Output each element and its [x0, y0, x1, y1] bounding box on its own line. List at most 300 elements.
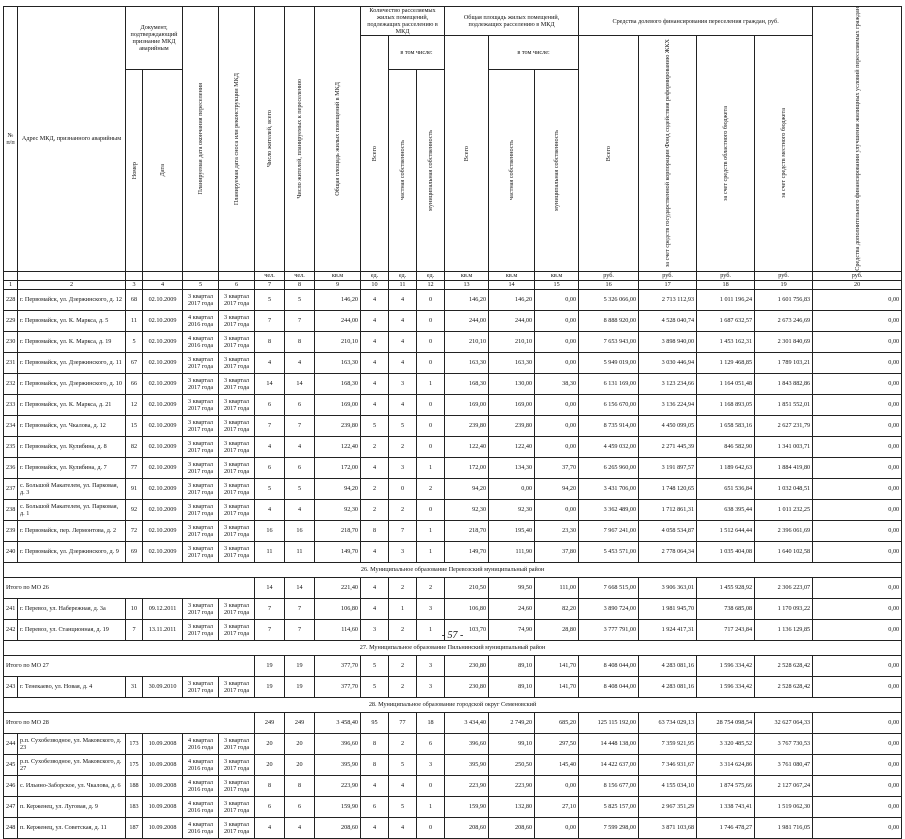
- row-cell: 8 888 920,00: [579, 310, 639, 331]
- column-number-cell: 19: [755, 280, 813, 289]
- column-number-cell: 9: [315, 280, 361, 289]
- row-cell: 2: [417, 478, 445, 499]
- row-cell: 240: [4, 541, 18, 562]
- row-cell: 20: [285, 733, 315, 754]
- row-cell: 0,00: [813, 436, 902, 457]
- row-cell: 195,40: [489, 520, 535, 541]
- row-cell: 3 314 624,86: [697, 754, 755, 775]
- row-cell: 5: [285, 289, 315, 310]
- row-cell: 188: [126, 775, 143, 796]
- row-cell: 14 422 637,00: [579, 754, 639, 775]
- row-cell: 247: [4, 796, 18, 817]
- row-cell: 3: [417, 754, 445, 775]
- section-heading-row: [4, 697, 902, 712]
- row-cell: 7 653 943,00: [579, 331, 639, 352]
- row-cell: 2 673 246,69: [755, 310, 813, 331]
- row-cell: 239,80: [315, 415, 361, 436]
- row-cell: 1: [417, 541, 445, 562]
- row-cell: 1 843 882,86: [755, 373, 813, 394]
- unit-cell: руб.: [579, 271, 639, 280]
- row-cell: 0: [417, 817, 445, 838]
- header-residents-planned: Число жителей, планируемых к переселению: [285, 7, 315, 272]
- row-cell: 244,00: [315, 310, 361, 331]
- row-cell: 2 528 628,42: [755, 676, 813, 697]
- row-cell: 13.11.2011: [143, 619, 183, 640]
- table-row: [4, 352, 902, 373]
- header-area-group: Общая площадь жилых помещений, подлежащих расселению в МКД: [445, 7, 579, 36]
- row-cell: 5 949 019,00: [579, 352, 639, 373]
- row-cell: 134,30: [489, 457, 535, 478]
- row-cell: 09.12.2011: [143, 598, 183, 619]
- row-cell: 232: [4, 373, 18, 394]
- row-cell: 1 453 162,31: [697, 331, 755, 352]
- header-count-private: частная собственность: [389, 69, 417, 271]
- column-number-cell: 1: [4, 280, 18, 289]
- row-cell: 4: [361, 331, 389, 352]
- row-cell: 163,30: [445, 352, 489, 373]
- row-cell: 6: [255, 457, 285, 478]
- total-cell: 18: [417, 712, 445, 733]
- row-cell: 10.09.2008: [143, 796, 183, 817]
- header-num: № п/п: [4, 7, 18, 272]
- row-cell: 4 квартал 2016 года: [183, 775, 219, 796]
- header-count-incl: в том числе:: [389, 36, 445, 70]
- row-cell: 3 777 791,00: [579, 619, 639, 640]
- row-cell: 0,00: [535, 775, 579, 796]
- row-cell: 77: [126, 457, 143, 478]
- row-cell: 6: [285, 457, 315, 478]
- row-cell: 103,70: [445, 619, 489, 640]
- row-cell: 0,00: [813, 499, 902, 520]
- row-cell: 3 квартал 2017 года: [219, 457, 255, 478]
- row-cell: 3 квартал 2017 года: [219, 619, 255, 640]
- row-cell: 19: [285, 676, 315, 697]
- unit-cell: ед.: [417, 271, 445, 280]
- row-cell: 2 967 351,29: [639, 796, 697, 817]
- row-cell: 94,20: [315, 478, 361, 499]
- row-cell: с. Большой Макателем, ул. Парковая, д. 3: [18, 478, 126, 499]
- total-cell: 230,80: [445, 655, 489, 676]
- row-cell: 2 127 067,24: [755, 775, 813, 796]
- row-cell: 4: [361, 352, 389, 373]
- row-cell: 2 396 061,69: [755, 520, 813, 541]
- row-cell: 7: [255, 619, 285, 640]
- total-cell: 63 734 029,13: [639, 712, 697, 733]
- table-row: [4, 289, 902, 310]
- row-cell: 0: [417, 775, 445, 796]
- row-cell: г. Первомайск, ул. К. Маркса, д. 5: [18, 310, 126, 331]
- row-cell: 3 871 103,68: [639, 817, 697, 838]
- row-cell: 3 квартал 2017 года: [219, 436, 255, 457]
- row-cell: 208,60: [489, 817, 535, 838]
- row-cell: 82: [126, 436, 143, 457]
- total-cell: 2: [417, 577, 445, 598]
- row-cell: 20: [255, 733, 285, 754]
- row-cell: 4 квартал 2016 года: [183, 331, 219, 352]
- row-cell: 168,30: [315, 373, 361, 394]
- row-cell: 11: [255, 541, 285, 562]
- unit-cell: чел.: [255, 271, 285, 280]
- row-cell: 3: [417, 598, 445, 619]
- row-cell: 02.10.2009: [143, 499, 183, 520]
- row-cell: 3 квартал 2017 года: [219, 373, 255, 394]
- row-cell: 1: [417, 373, 445, 394]
- row-cell: 92,30: [315, 499, 361, 520]
- total-cell: 4: [361, 577, 389, 598]
- column-number-cell: 14: [489, 280, 535, 289]
- total-cell: 377,70: [315, 655, 361, 676]
- row-cell: 638 395,44: [697, 499, 755, 520]
- row-cell: 0,00: [813, 352, 902, 373]
- row-cell: 236: [4, 457, 18, 478]
- row-cell: 4: [255, 436, 285, 457]
- row-cell: 208,60: [315, 817, 361, 838]
- row-cell: 28,80: [535, 619, 579, 640]
- unit-cell: ед.: [361, 271, 389, 280]
- row-cell: 16: [255, 520, 285, 541]
- row-cell: 4: [361, 457, 389, 478]
- row-cell: п. Керженец, ул. Луговая, д. 9: [18, 796, 126, 817]
- row-cell: 239,80: [445, 415, 489, 436]
- table-row: [4, 415, 902, 436]
- row-cell: 8: [361, 733, 389, 754]
- header-funds-regional: за счет средств областного бюджета: [697, 36, 755, 272]
- row-cell: 7: [255, 415, 285, 436]
- table-body: [4, 289, 902, 838]
- row-cell: 244: [4, 733, 18, 754]
- header-doc-date: Дата: [143, 69, 183, 271]
- row-cell: с. Большой Макателем, ул. Парковая, д. 1: [18, 499, 126, 520]
- table-row: [4, 457, 902, 478]
- row-cell: 237: [4, 478, 18, 499]
- row-cell: 0,00: [813, 478, 902, 499]
- row-cell: 169,00: [315, 394, 361, 415]
- table-row: [4, 676, 902, 697]
- total-cell: 7 668 515,00: [579, 577, 639, 598]
- row-cell: г. Первомайск, ул. К. Маркса, д. 19: [18, 331, 126, 352]
- units-row: [4, 271, 902, 280]
- row-cell: 4: [389, 289, 417, 310]
- row-cell: 6: [255, 796, 285, 817]
- total-cell: 2 749,20: [489, 712, 535, 733]
- total-cell: 2: [389, 655, 417, 676]
- unit-cell: руб.: [813, 271, 902, 280]
- row-cell: 163,30: [315, 352, 361, 373]
- row-cell: 4 450 099,05: [639, 415, 697, 436]
- unit-cell: кв.м: [315, 271, 361, 280]
- row-cell: 6 156 670,00: [579, 394, 639, 415]
- row-cell: 4: [389, 310, 417, 331]
- row-cell: 4 квартал 2016 года: [183, 733, 219, 754]
- row-cell: 74,90: [489, 619, 535, 640]
- row-cell: 187: [126, 817, 143, 838]
- total-cell: 2 528 628,42: [755, 655, 813, 676]
- row-cell: 0,00: [813, 796, 902, 817]
- row-cell: 223,90: [315, 775, 361, 796]
- unit-cell: кв.м: [445, 271, 489, 280]
- section-heading-row: [4, 640, 902, 655]
- total-cell: 3 458,40: [315, 712, 361, 733]
- table-row: [4, 499, 902, 520]
- total-cell: 89,10: [489, 655, 535, 676]
- row-cell: 4 квартал 2016 года: [183, 754, 219, 775]
- row-cell: 1 851 552,01: [755, 394, 813, 415]
- row-cell: 3 890 724,00: [579, 598, 639, 619]
- row-cell: 0: [417, 394, 445, 415]
- row-cell: г. Первомайск, ул. Дзержинского, д. 11: [18, 352, 126, 373]
- column-number-cell: 16: [579, 280, 639, 289]
- row-cell: 4 058 534,87: [639, 520, 697, 541]
- row-cell: 0,00: [813, 415, 902, 436]
- row-cell: 235: [4, 436, 18, 457]
- total-cell: 4 283 081,16: [639, 655, 697, 676]
- row-cell: 3 136 224,94: [639, 394, 697, 415]
- table-row: [4, 373, 902, 394]
- row-cell: 0,00: [813, 289, 902, 310]
- row-cell: 5: [389, 415, 417, 436]
- row-cell: 1: [417, 520, 445, 541]
- row-cell: 3 квартал 2017 года: [219, 289, 255, 310]
- total-cell: 2 306 223,07: [755, 577, 813, 598]
- row-cell: г. Первомайск, ул. Дзержинского, д. 12: [18, 289, 126, 310]
- row-cell: 172,00: [315, 457, 361, 478]
- total-label: Итого по МО 28: [4, 712, 255, 733]
- row-cell: 3 квартал 2017 года: [219, 394, 255, 415]
- total-cell: 210,50: [445, 577, 489, 598]
- row-cell: 172,00: [445, 457, 489, 478]
- row-cell: 6: [361, 796, 389, 817]
- row-cell: 3 431 706,00: [579, 478, 639, 499]
- row-cell: 395,90: [445, 754, 489, 775]
- row-cell: 4 квартал 2016 года: [183, 817, 219, 838]
- row-cell: 38,30: [535, 373, 579, 394]
- row-cell: 3 квартал 2017 года: [183, 352, 219, 373]
- row-cell: 4: [285, 817, 315, 838]
- row-cell: 10.09.2008: [143, 733, 183, 754]
- row-cell: 1 168 893,05: [697, 394, 755, 415]
- section-heading: 26. Муниципальное образование Перевозский муниципальный район: [4, 562, 902, 577]
- row-cell: 3 квартал 2017 года: [219, 598, 255, 619]
- header-area-municipal: муниципальная собственность: [535, 69, 579, 271]
- header-count-group: Количество расселяемых жилых помещений, подлежащих расселению в МКД: [361, 7, 445, 36]
- row-cell: 0: [417, 415, 445, 436]
- row-cell: 1: [417, 457, 445, 478]
- row-cell: 23,30: [535, 520, 579, 541]
- row-cell: 02.10.2009: [143, 541, 183, 562]
- row-cell: 0,00: [535, 394, 579, 415]
- row-cell: р.п. Сухобезводное, ул. Маковского, д. 23: [18, 733, 126, 754]
- row-cell: 3 квартал 2017 года: [219, 796, 255, 817]
- register-table-sheet: [3, 6, 901, 839]
- header-area-incl: в том числе:: [489, 36, 579, 70]
- row-cell: 1 035 404,08: [697, 541, 755, 562]
- total-cell: 5: [361, 655, 389, 676]
- total-cell: 2: [389, 577, 417, 598]
- row-cell: 1 189 642,63: [697, 457, 755, 478]
- row-cell: 1 136 129,85: [755, 619, 813, 640]
- unit-cell: кв.м: [535, 271, 579, 280]
- row-cell: 0,00: [813, 310, 902, 331]
- header-document: Документ, подтверждающий признание МКД аварийным: [126, 7, 183, 70]
- row-cell: г. Тенекаево, ул. Новая, д. 4: [18, 676, 126, 697]
- row-cell: 7: [285, 415, 315, 436]
- total-cell: 14: [285, 577, 315, 598]
- row-cell: 3 квартал 2017 года: [183, 289, 219, 310]
- row-cell: 92,30: [489, 499, 535, 520]
- row-cell: 0: [417, 499, 445, 520]
- row-cell: 1 338 743,41: [697, 796, 755, 817]
- row-cell: 210,10: [445, 331, 489, 352]
- row-cell: 0,00: [535, 817, 579, 838]
- unit-cell: чел.: [285, 271, 315, 280]
- total-cell: 0,00: [813, 577, 902, 598]
- table-row: [4, 754, 902, 775]
- column-number-cell: 5: [183, 280, 219, 289]
- row-cell: 4 квартал 2016 года: [183, 310, 219, 331]
- row-cell: 114,60: [315, 619, 361, 640]
- row-cell: 69: [126, 541, 143, 562]
- total-cell: 125 115 192,00: [579, 712, 639, 733]
- row-cell: 02.10.2009: [143, 394, 183, 415]
- row-cell: 5: [126, 331, 143, 352]
- total-cell: 8 408 044,00: [579, 655, 639, 676]
- header-total-area: Общая площадь жилых помещений в МКД: [315, 7, 361, 272]
- row-cell: 6 265 960,00: [579, 457, 639, 478]
- resettlement-table: [3, 6, 902, 839]
- row-cell: 106,80: [445, 598, 489, 619]
- row-cell: 3 320 485,52: [697, 733, 755, 754]
- unit-cell: [4, 271, 18, 280]
- row-cell: 1 164 051,48: [697, 373, 755, 394]
- row-cell: 02.10.2009: [143, 415, 183, 436]
- row-cell: 223,90: [489, 775, 535, 796]
- row-cell: 149,70: [445, 541, 489, 562]
- row-cell: 4: [389, 331, 417, 352]
- row-cell: 122,40: [445, 436, 489, 457]
- row-cell: 31: [126, 676, 143, 697]
- total-cell: 95: [361, 712, 389, 733]
- row-cell: 244,00: [445, 310, 489, 331]
- row-cell: 5: [255, 478, 285, 499]
- row-cell: 82,20: [535, 598, 579, 619]
- unit-cell: руб.: [697, 271, 755, 280]
- row-cell: 233: [4, 394, 18, 415]
- row-cell: 20: [285, 754, 315, 775]
- row-cell: 7: [255, 598, 285, 619]
- row-cell: 846 582,90: [697, 436, 755, 457]
- row-cell: 3 квартал 2017 года: [219, 754, 255, 775]
- row-cell: 3: [361, 619, 389, 640]
- row-cell: 3 квартал 2017 года: [183, 415, 219, 436]
- row-cell: 1 748 120,65: [639, 478, 697, 499]
- table-row: [4, 478, 902, 499]
- row-cell: 246: [4, 775, 18, 796]
- row-cell: 7: [285, 619, 315, 640]
- row-cell: 94,20: [445, 478, 489, 499]
- row-cell: 0,00: [813, 754, 902, 775]
- row-cell: 02.10.2009: [143, 310, 183, 331]
- row-cell: 208,60: [445, 817, 489, 838]
- row-cell: 1 658 583,16: [697, 415, 755, 436]
- row-cell: 0,00: [535, 352, 579, 373]
- row-cell: 8: [255, 331, 285, 352]
- row-cell: 3 квартал 2017 года: [219, 310, 255, 331]
- row-cell: 6: [255, 394, 285, 415]
- row-cell: 10: [126, 598, 143, 619]
- row-cell: 4 528 040,74: [639, 310, 697, 331]
- row-cell: 183: [126, 796, 143, 817]
- row-cell: 2 713 112,93: [639, 289, 697, 310]
- row-cell: 02.10.2009: [143, 457, 183, 478]
- row-cell: 1 129 468,85: [697, 352, 755, 373]
- row-cell: 8 735 914,00: [579, 415, 639, 436]
- total-cell: 77: [389, 712, 417, 733]
- row-cell: 1 512 644,44: [697, 520, 755, 541]
- row-cell: 3: [389, 457, 417, 478]
- row-cell: 7: [285, 310, 315, 331]
- row-cell: 228: [4, 289, 18, 310]
- row-cell: 146,20: [489, 289, 535, 310]
- row-cell: 0: [389, 478, 417, 499]
- row-cell: г. Первомайск, ул. Дзержинского, д. 9: [18, 541, 126, 562]
- row-cell: 4: [389, 352, 417, 373]
- row-cell: 297,50: [535, 733, 579, 754]
- row-cell: 4: [361, 373, 389, 394]
- row-cell: 4: [255, 352, 285, 373]
- row-cell: 8: [255, 775, 285, 796]
- row-cell: 7: [255, 310, 285, 331]
- row-cell: 3 квартал 2017 года: [183, 436, 219, 457]
- row-cell: 0,00: [489, 478, 535, 499]
- row-cell: 4: [389, 817, 417, 838]
- row-cell: р.п. Сухобезводное, ул. Маковского, д. 27: [18, 754, 126, 775]
- row-cell: 2 301 840,69: [755, 331, 813, 352]
- unit-cell: руб.: [755, 271, 813, 280]
- row-cell: 7 346 931,67: [639, 754, 697, 775]
- row-cell: 244,00: [489, 310, 535, 331]
- row-cell: 3 квартал 2017 года: [183, 394, 219, 415]
- row-cell: 92,30: [445, 499, 489, 520]
- row-cell: 14 448 138,00: [579, 733, 639, 754]
- total-cell: 111,00: [535, 577, 579, 598]
- row-cell: 66: [126, 373, 143, 394]
- table-row: [4, 796, 902, 817]
- row-cell: 3 362 489,00: [579, 499, 639, 520]
- total-cell: 141,70: [535, 655, 579, 676]
- row-cell: 0: [417, 436, 445, 457]
- row-cell: 3 квартал 2017 года: [183, 373, 219, 394]
- header-funds-total: Всего: [579, 36, 639, 272]
- row-cell: 0,00: [813, 520, 902, 541]
- row-cell: 68: [126, 289, 143, 310]
- row-cell: 1: [417, 796, 445, 817]
- row-cell: 168,30: [445, 373, 489, 394]
- row-cell: 141,70: [535, 676, 579, 697]
- total-cell: 249: [285, 712, 315, 733]
- row-cell: 238: [4, 499, 18, 520]
- column-number-cell: 20: [813, 280, 902, 289]
- row-cell: 3 квартал 2017 года: [183, 478, 219, 499]
- row-cell: 218,70: [315, 520, 361, 541]
- table-row: [4, 310, 902, 331]
- column-number-cell: 6: [219, 280, 255, 289]
- row-cell: 210,10: [315, 331, 361, 352]
- section-heading-row: [4, 562, 902, 577]
- row-cell: 1 011 232,25: [755, 499, 813, 520]
- row-cell: 0,00: [813, 373, 902, 394]
- table-row: [4, 598, 902, 619]
- row-cell: 122,40: [489, 436, 535, 457]
